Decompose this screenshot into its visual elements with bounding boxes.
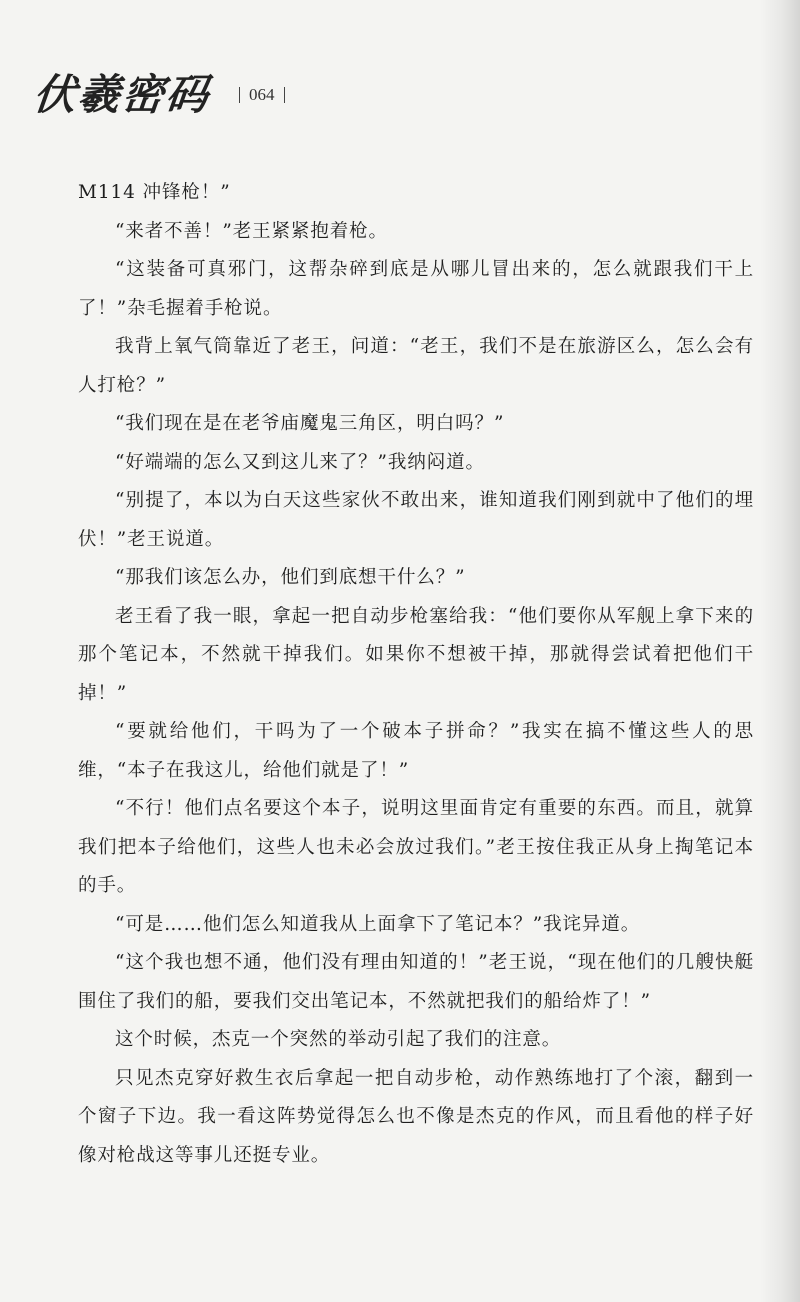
spine-shadow (760, 0, 800, 1302)
paragraph: “要就给他们，干吗为了一个破本子拼命？”我实在搞不懂这些人的思维，“本子在我这儿，给他们就是了！” (78, 721, 754, 781)
body-text (78, 174, 754, 1175)
page-number: 064 (249, 85, 275, 104)
paragraph: 这个时候，杰克一个突然的举动引起了我们的注意。 (115, 1029, 562, 1050)
paragraph: 我背上氧气筒靠近了老王，问道：“老王，我们不是在旅游区么，怎么会有人打枪？” (78, 336, 754, 396)
paragraph: “来者不善！”老王紧紧抱着枪。 (115, 220, 388, 242)
page-number-block (230, 85, 294, 105)
page-header (31, 62, 294, 122)
paragraph: “这装备可真邪门，这帮杂碎到底是从哪儿冒出来的，怎么就跟我们干上了！”杂毛握着手枪说。 (78, 259, 754, 319)
paragraph: “好端端的怎么又到这儿来了？”我纳闷道。 (115, 451, 485, 473)
paragraph: “别提了，本以为白天这些家伙不敢出来，谁知道我们刚到就中了他们的埋伏！”老王说道。 (78, 490, 754, 550)
paragraph: “这个我也想不通，他们没有理由知道的！”老王说，“现在他们的几艘快艇围住了我们的船，要我们交出笔记本，不然就把我们的船给炸了！” (78, 952, 754, 1012)
paragraph: M114 冲锋枪！” (78, 182, 231, 203)
paragraph: 老王看了我一眼，拿起一把自动步枪塞给我：“他们要你从军舰上拿下来的那个笔记本，不然就干掉我们。如果你不想被干掉，那就得尝试着把他们干掉！” (78, 605, 754, 704)
paragraph: “我们现在是在老爷庙魔鬼三角区，明白吗？” (115, 413, 505, 434)
book-title: 伏羲密码 (31, 70, 213, 119)
paragraph: 只见杰克穿好救生衣后拿起一把自动步枪，动作熟练地打了个滚，翻到一个窗子下边。我一看这阵势觉得怎么也不像是杰克的作风，而且看他的样子好像对枪战这等事儿还挺专业。 (78, 1067, 754, 1166)
paragraph: “不行！他们点名要这个本子，说明这里面肯定有重要的东西。而且，就算我们把本子给他们，这些人也未必会放过我们。”老王按住我正从身上掏笔记本的手。 (78, 798, 754, 896)
paragraph: “那我们该怎么办，他们到底想干什么？” (115, 567, 466, 588)
paragraph: “可是……他们怎么知道我从上面拿下了笔记本？”我诧异道。 (115, 913, 641, 935)
page-number-right-bar (284, 87, 285, 103)
page-number-left-bar (239, 87, 240, 103)
